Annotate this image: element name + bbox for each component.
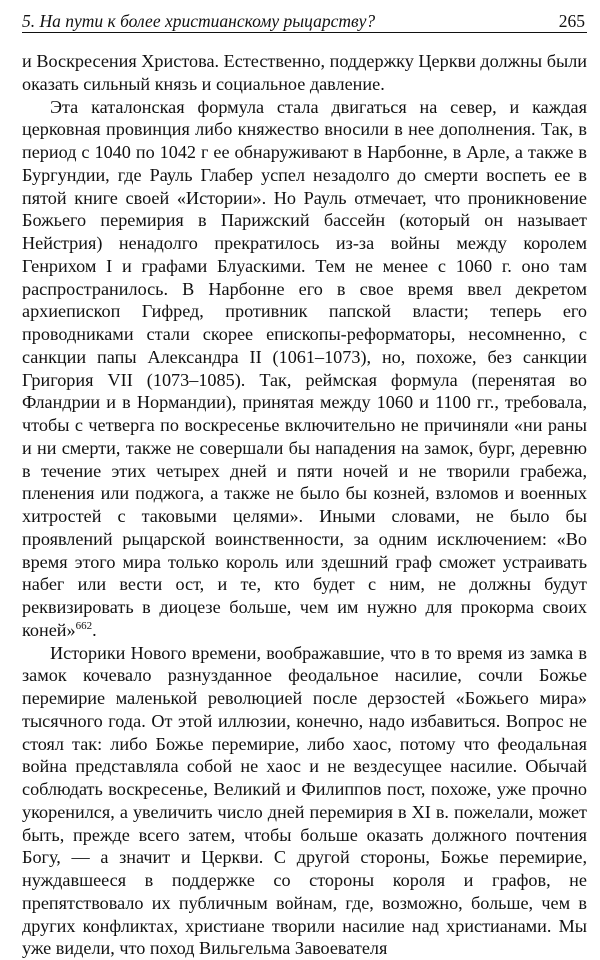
book-page — [22, 6, 587, 960]
paragraph-2-end: . — [92, 620, 97, 640]
running-title: 5. На пути к более христианскому рыцарству? — [22, 10, 375, 32]
paragraph-2 — [22, 96, 587, 642]
paragraph-1: и Воскресения Христова. Естественно, поддержку Церкви должны были оказать сильный князь и социальное давление. — [22, 50, 587, 96]
page-number: 265 — [559, 10, 585, 32]
body-text — [22, 50, 587, 960]
paragraph-2-text: Эта каталонская формула стала двигаться на север, и каждая церковная провинция либо княжество вносили в нее дополнения. Так, в период с 1040 по 1042 г ее обнаруживают в Нарбонне, в Арле, а также в Бургундии, где Рауль Глабер успел незадолго до смерти воспеть ее в пятой книге своей «Истории». Но Рауль отмечает, что проникновение Божьего перемирия в Парижский бассейн (который он называет Нейстрия) ненадолго прекратилось из-за войны между королем Генрихом I и графами Блуаскими. Тем не менее с 1060 г. оно там распространилось. В Нарбонне его в свое время ввел декретом архиепископ Гифред, противник папской власти; теперь его проводниками стали скорее епископы-реформаторы, несомненно, с санкции папы Александра II (1061–1073), но, похоже, без санкции Григория VII (1073–1085). Так, реймская формула (перенятая во Фландрии и в Нормандии), принятая между 1060 и 1100 гг., требовала, чтобы с четверга по воскресенье включительно не причиняли «ни раны и ни смерти, также не совершали бы нападения на замок, бург, деревню в течение этих четырех дней и пяти ночей и не творили грабежа, пленения или поджога, а также не было бы козней, взломов и военных хитростей с таковыми целями». Иными словами, не было бы проявлений рыцарской воинственности, за одним исключением: «Во время этого мира только король или здешний граф сможет устраивать набег или вести ост, и те, кто будет с ним, не должны будут реквизировать в диоцезе больше, чем им нужно для прокорма своих коней» — [22, 97, 587, 640]
paragraph-3: Историки Нового времени, воображавшие, что в то время из замка в замок кочевало разнузданное феодальное насилие, сочли Божье перемирие маленькой революцией после дерзостей «Божьего мира» тысячного года. От этой иллюзии, конечно, надо избавиться. Вопрос не стоял так: либо Божье перемирие, либо хаос, потому что феодальная война представляла собой не хаос и не вездесущее насилие. Обычай соблюдать воскресенье, Великий и Филиппов пост, похоже, уже прочно укоренился, а увеличить число дней перемирия в XI в. пожелали, может быть, прежде всего затем, чтобы больше оказать должного почтения Богу, — а значит и Церкви. С другой стороны, Божье перемирие, нуждавшееся в поддержке со стороны короля и графов, не препятствовало их публичным войнам, где, возможно, больше, чем в других конфликтах, христиане творили насилие над христианами. Мы уже видели, что поход Вильгельма Завоевателя — [22, 642, 587, 960]
running-head — [22, 6, 587, 33]
footnote-marker: 662 — [76, 620, 93, 632]
